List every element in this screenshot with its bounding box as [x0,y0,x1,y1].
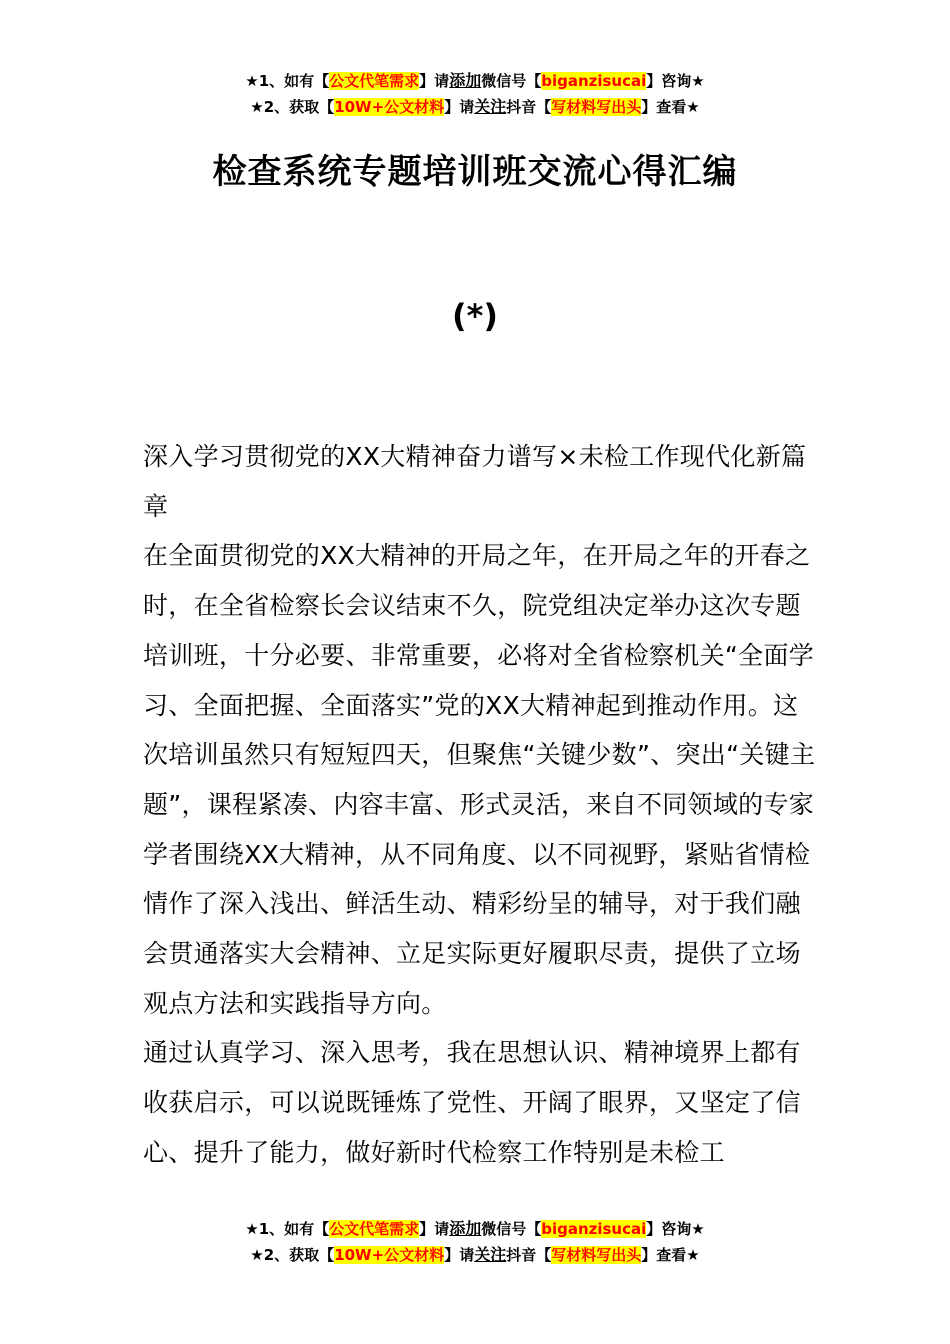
douyin-id-highlight: 写材料写出头 [551,98,642,116]
body-paragraph: 深入学习贯彻党的XX大精神奋力谱写×未检工作现代化新篇章 [143,442,807,521]
promo-highlight: 公文代笔需求 [329,1220,420,1238]
header-promo-banner [0,68,950,120]
body-paragraph: 在全面贯彻党的XX大精神的开局之年，在开局之年的开春之时，在全省检察长会议结束不久，院党组决定举办这次专题培训班，十分必要、非常重要，必将对全省检察机关“全面学习、全面把握、全面落实”党的XX大精神起到推动作用。这次培训虽然只有短短四天，但聚焦“关键少数”、突出“关键主题”，课程紧凑、内容丰富、形式灵活，来自不同领域的专家学者围绕XX大精神，从不同角度、以不同视野，紧贴省情检情作了深入浅出、鲜活生动、精彩纷呈的辅导，对于我们融会贯通落实大会精神、立足实际更好履职尽责，提供了立场观点方法和实践指导方向。 [143,541,816,1018]
promo-highlight: 10W+公文材料 [334,98,445,116]
promo-highlight: 10W+公文材料 [334,1246,445,1264]
promo-line-1: ★1、如有【公文代笔需求】请添加微信号【biganzisucai】咨询★ [245,1219,705,1238]
douyin-id-highlight: 写材料写出头 [551,1246,642,1264]
promo-line-1: ★1、如有【公文代笔需求】请添加微信号【biganzisucai】咨询★ [245,71,705,90]
wechat-id-highlight: biganzisucai [541,72,647,90]
wechat-id-highlight: biganzisucai [541,1220,647,1238]
document-body [143,432,818,1178]
document-mark: (*) [452,297,498,335]
promo-line-2: ★2、获取【10W+公文材料】请关注抖音【写材料写出头】查看★ [250,97,700,116]
promo-highlight: 公文代笔需求 [329,72,420,90]
body-paragraph: 通过认真学习、深入思考，我在思想认识、精神境界上都有收获启示，可以说既锤炼了党性、开阔了眼界，又坚定了信心、提升了能力，做好新时代检察工作特别是未检工 [143,1038,801,1167]
footer-promo-banner [0,1216,950,1268]
document-title: 检查系统专题培训班交流心得汇编 [212,152,738,192]
promo-line-2: ★2、获取【10W+公文材料】请关注抖音【写材料写出头】查看★ [250,1245,700,1264]
